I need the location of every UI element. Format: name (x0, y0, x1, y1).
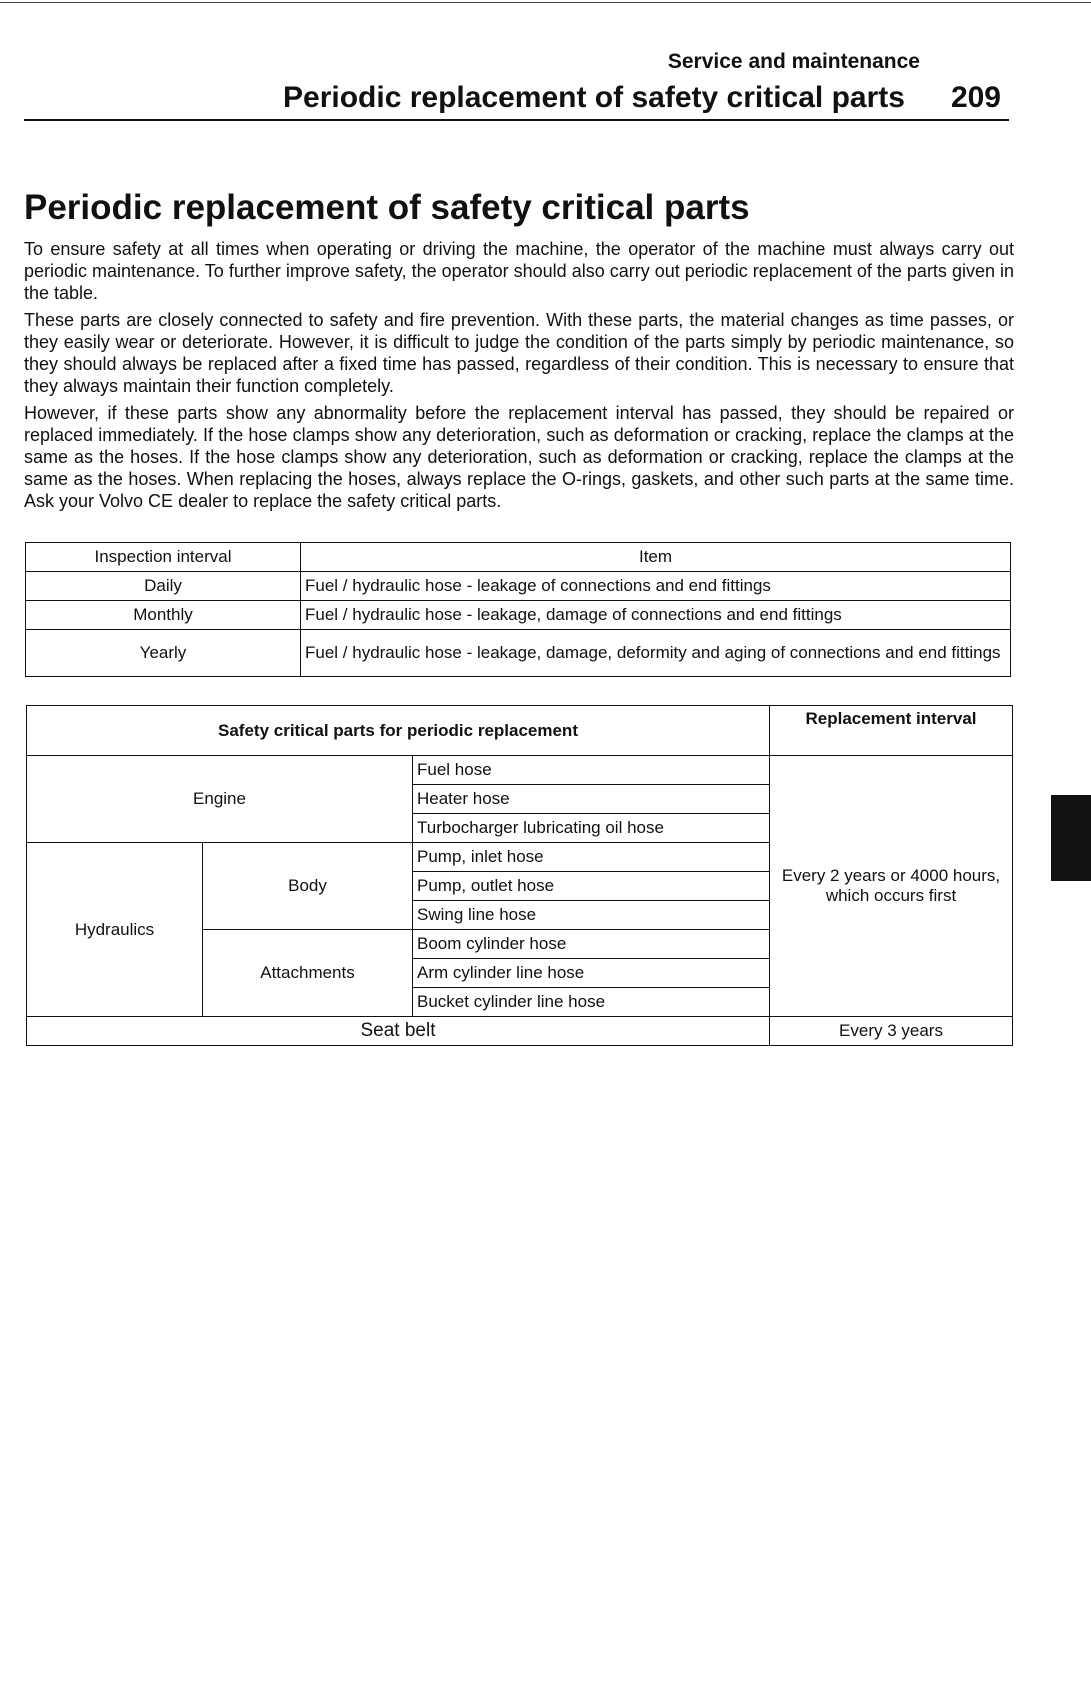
part-cell: Swing line hose (413, 901, 770, 930)
group-body: Body (203, 843, 413, 930)
main-heading: Periodic replacement of safety critical parts (24, 188, 750, 227)
interval-cell: Monthly (26, 601, 301, 630)
paragraph-reason: These parts are closely connected to safety and fire prevention. With these parts, the material changes as time passes, or they easily wear or deteriorate. However, it is difficult to judge the condition of the parts simply by periodic maintenance, so they should always be replaced after a fixed time has passed, regardless of their condition. This is necessary to ensure that they always maintain their function completely. (24, 310, 1014, 396)
section-name: Service and maintenance (667, 50, 920, 73)
table-row (26, 630, 1011, 677)
part-cell: Boom cylinder hose (413, 930, 770, 959)
section-thumb-tab (1051, 795, 1091, 881)
interval-cell: Yearly (26, 630, 301, 677)
item-cell: Fuel / hydraulic hose - leakage, damage, deformity and aging of connections and end fittings (301, 630, 1011, 677)
part-cell: Pump, inlet hose (413, 843, 770, 872)
header-inspection-interval: Inspection interval (26, 543, 301, 572)
paragraph-abnormality: However, if these parts show any abnormality before the replacement interval has passed, they should be repaired or replaced immediately. If the hose clamps show any deterioration, such as deformation or cracking, replace the clamps at the same as the hoses. If the hose clamps show any deterioration, such as deformation or cracking, replace the clamps at the same as the hoses. When replacing the hoses, always replace the O-rings, gaskets, and other such parts at the same time. Ask your Volvo CE dealer to replace the safety critical parts. (24, 403, 1014, 511)
table-row (26, 601, 1011, 630)
body-text (24, 238, 1014, 517)
part-cell: Heater hose (413, 785, 770, 814)
part-cell: Arm cylinder line hose (413, 959, 770, 988)
page-number: 209 (950, 81, 1001, 114)
interval-cell: Daily (26, 572, 301, 601)
part-cell: Turbocharger lubricating oil hose (413, 814, 770, 843)
inspection-table (25, 542, 1011, 677)
header-item: Item (301, 543, 1011, 572)
seat-belt-interval: Every 3 years (770, 1017, 1013, 1046)
running-header (24, 50, 1009, 121)
header-parts: Safety critical parts for periodic replacement (27, 706, 770, 756)
hose-replacement-interval: Every 2 years or 4000 hours, which occurs first (770, 756, 1013, 1017)
item-cell: Fuel / hydraulic hose - leakage, damage of connections and end fittings (301, 601, 1011, 630)
header-replacement-interval: Replacement interval (770, 706, 1013, 756)
page-title: Periodic replacement of safety critical parts (283, 81, 905, 114)
group-attachments: Attachments (203, 930, 413, 1017)
group-hydraulics: Hydraulics (27, 843, 203, 1017)
table-row (26, 572, 1011, 601)
table-row (27, 756, 1013, 785)
part-cell: Bucket cylinder line hose (413, 988, 770, 1017)
table-header-row (27, 706, 1013, 756)
paragraph-intro: To ensure safety at all times when operating or driving the machine, the operator of the machine must always carry out periodic maintenance. To further improve safety, the operator should also carry out periodic replacement of the parts given in the table. (24, 239, 1014, 303)
item-cell: Fuel / hydraulic hose - leakage of connections and end fittings (301, 572, 1011, 601)
top-rule (0, 2, 1091, 3)
part-cell: Pump, outlet hose (413, 872, 770, 901)
part-cell: Fuel hose (413, 756, 770, 785)
parts-table (26, 705, 1013, 1046)
seat-belt-cell: Seat belt (27, 1017, 770, 1046)
table-row (27, 1017, 1013, 1046)
group-engine: Engine (27, 756, 413, 843)
page-title-row (24, 81, 1009, 121)
table-header-row (26, 543, 1011, 572)
